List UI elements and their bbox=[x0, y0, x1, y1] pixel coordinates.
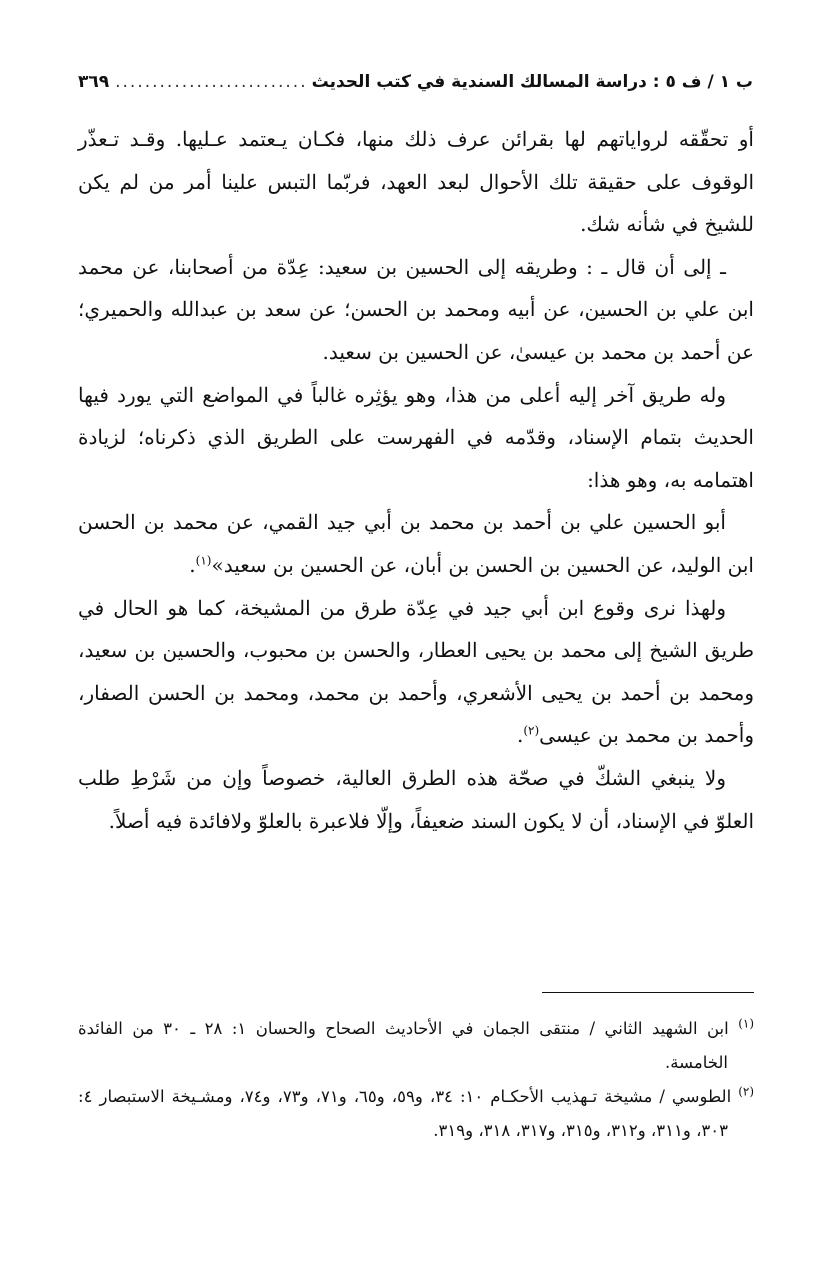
footnote-divider bbox=[542, 992, 754, 993]
paragraph-5 bbox=[78, 587, 754, 757]
footnote-2-number: (٢) bbox=[738, 1084, 755, 1099]
paragraph-6: ولا ينبغي الشكّ في صحّة هذه الطرق العالية، خصوصاً وإن من شَرْطِ طلب العلوّ في الإسناد، أن لا يكون السند ضعيفاً، وإلّا فلاعبرة بالعلوّ ولافائدة فيه أصلاً. bbox=[78, 765, 754, 833]
paragraph-5-end: . bbox=[516, 723, 524, 748]
footnote-2 bbox=[78, 1080, 754, 1148]
footnote-ref-1: (١) bbox=[195, 553, 212, 568]
page-header bbox=[78, 72, 753, 106]
paragraph-1: أو تحقّقه لرواياتهم لها بقرائن عرف ذلك منها، فكـان يـعتمد عـليها. وقـد تـعذّر الوقوف على حقيقة تلك الأحوال لبعد العهد، فربّما التبس علينا أمر من لم يكن للشيخ في شأنه شك. bbox=[78, 127, 754, 237]
footnotes bbox=[78, 1012, 754, 1148]
running-title: ب ١ / ف ٥ : دراسة المسالك السندية في كتب الحديث bbox=[311, 72, 753, 92]
footnote-2-text: الطوسي / مشيخة تـهذيب الأحكـام ١٠: ٣٤، و٥٩، و٦٥، و٧١، و٧٣، و٧٤، ومشـيخة الاستبصار ٤: ٣٠٣، و٣١١، و٣١٢، و٣١٥، و٣١٧، ٣١٨، و٣١٩. bbox=[78, 1087, 732, 1140]
footnote-1-number: (١) bbox=[738, 1016, 755, 1031]
paragraph-4-end: . bbox=[189, 552, 196, 577]
footnote-ref-2: (٢) bbox=[523, 723, 540, 738]
footnote-1 bbox=[78, 1012, 754, 1080]
paragraph-3: وله طريق آخر إليه أعلى من هذا، وهو يؤثِره غالباً في المواضع التي يورد فيها الحديث بتمام الإسناد، وقدّمه في الفهرست على الطريق الذي ذكرناه؛ لزيادة اهتمامه به، وهو هذا: bbox=[78, 382, 754, 492]
paragraph-5-text: ولهذا نرى وقوع ابن أبي جيد في عِدّة طرق من المشيخة، كما هو الحال في طريق الشيخ إلى محمد بن يحيى العطار، والحسن بن محبوب، والحسين بن سعيد، ومحمد بن أحمد بن يحيى الأشعري، وأحمد بن محمد، ومحمد بن الحسن الصفار، وأحمد بن محمد بن عيسى bbox=[78, 595, 754, 748]
paragraph-4-text: أبو الحسين علي بن أحمد بن محمد بن أبي جيد القمي، عن محمد بن الحسن ابن الوليد، عن الحسين بن الحسن بن أبان، عن الحسين بن سعيد» bbox=[78, 510, 754, 577]
main-text bbox=[78, 118, 754, 842]
footnote-1-text: ابن الشهيد الثاني / منتقى الجمان في الأحاديث الصحاح والحسان ١: ٢٨ ـ ٣٠ من الفائدة الخامسة. bbox=[78, 1019, 729, 1072]
paragraph-4 bbox=[78, 501, 754, 586]
paragraph-2: ـ إلى أن قال ـ : وطريقه إلى الحسين بن سعيد: عِدّة من أصحابنا، عن محمد ابن علي بن الحسين، عن أبيه ومحمد بن الحسن؛ عن سعد بن عبدالله والحميري؛ عن أحمد بن محمد بن عيسىٰ، عن الحسين بن سعيد. bbox=[78, 254, 754, 364]
page-number: ٣٦٩ bbox=[78, 72, 110, 92]
leader-dots bbox=[113, 72, 307, 92]
